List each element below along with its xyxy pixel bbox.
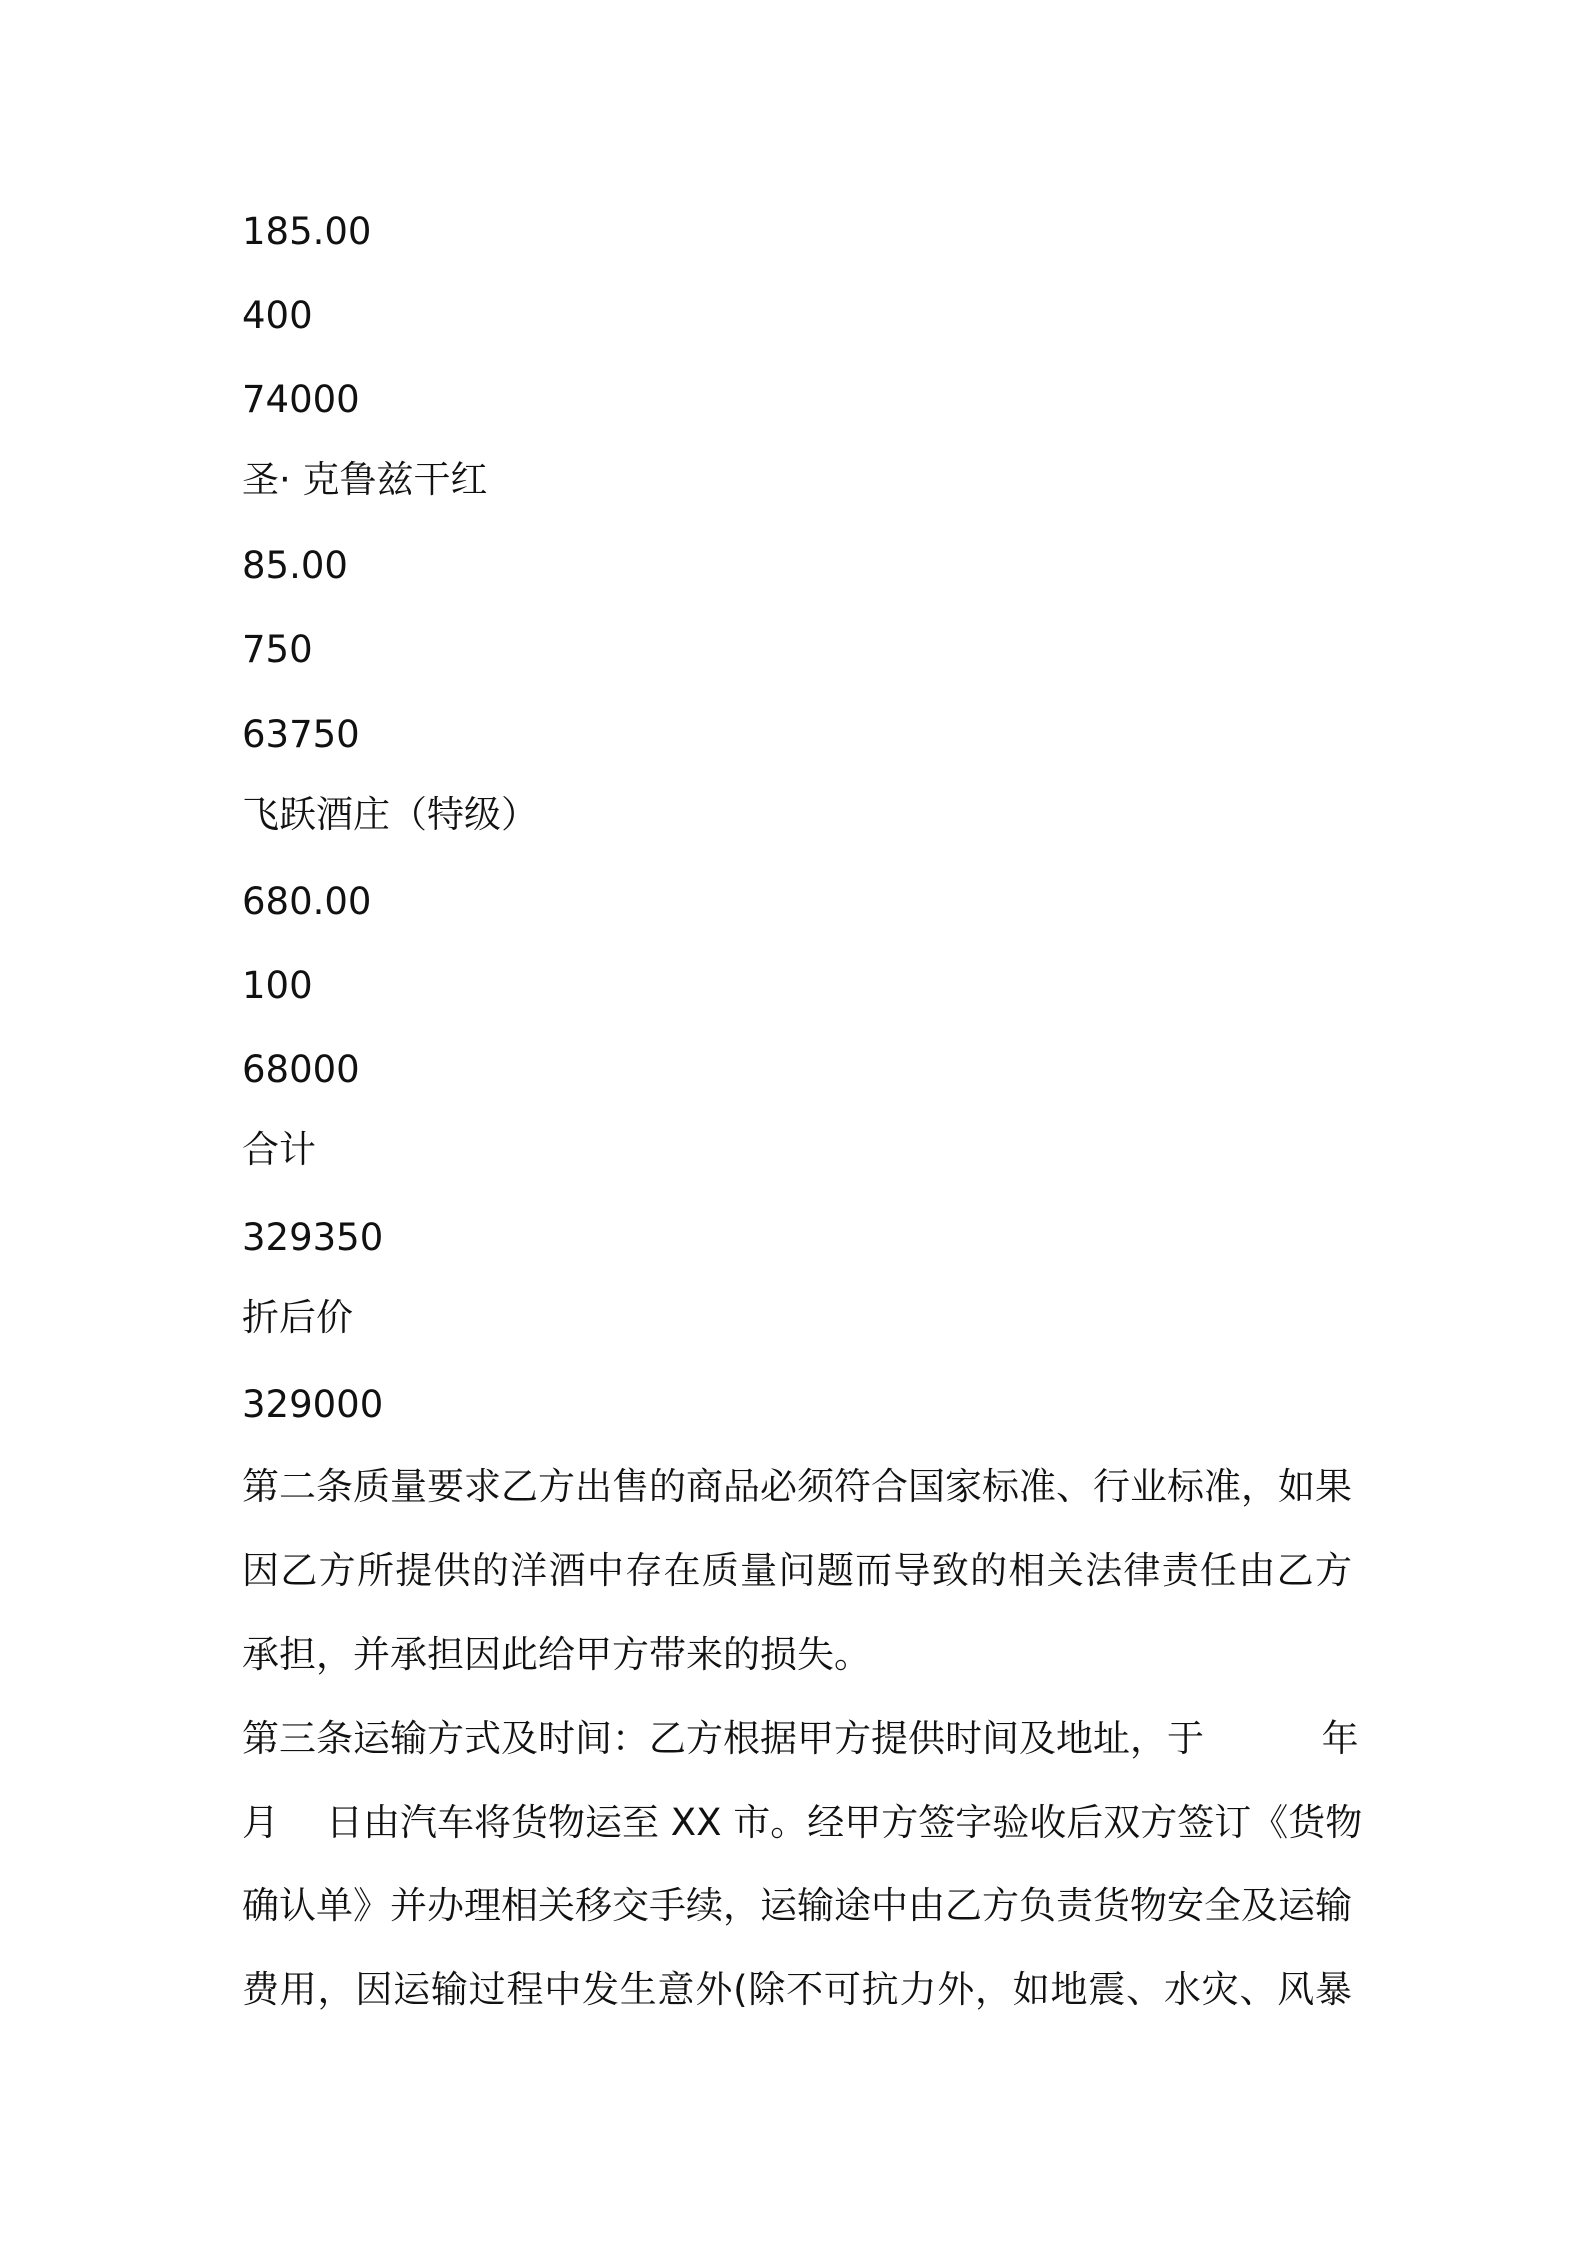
clause3-line: 第三条运输方式及时间：乙方根据甲方提供时间及地址，于 年 [242, 1717, 1359, 1760]
clause3-line: 费用，因运输过程中发生意外(除不可抗力外，如地震、水灾、风暴 [242, 1968, 1352, 2011]
total-value: 329350 [242, 1216, 384, 1259]
row3-amount: 68000 [242, 1048, 360, 1091]
row1-quantity: 400 [242, 294, 313, 337]
row1-price: 185.00 [242, 210, 372, 253]
clause2-line: 第二条质量要求乙方出售的商品必须符合国家标准、行业标准，如果 [242, 1465, 1352, 1508]
clause2-line: 因乙方所提供的洋酒中存在质量问题而导致的相关法律责任由乙方 [242, 1549, 1352, 1592]
clause3-line: 月 日由汽车将货物运至 XX 市。经甲方签字验收后双方签订《货物 [242, 1801, 1363, 1844]
row1-amount: 74000 [242, 378, 360, 421]
total-label: 合计 [242, 1128, 316, 1171]
row2-price: 85.00 [242, 544, 348, 587]
row2-quantity: 750 [242, 628, 313, 671]
clause3-line: 确认单》并办理相关移交手续，运输途中由乙方负责货物安全及运输 [242, 1884, 1352, 1927]
discount-value: 329000 [242, 1383, 384, 1426]
row3-quantity: 100 [242, 964, 313, 1007]
row3-price: 680.00 [242, 880, 372, 923]
clause2-line: 承担，并承担因此给甲方带来的损失。 [242, 1633, 871, 1676]
row2-amount: 63750 [242, 713, 360, 756]
discount-label: 折后价 [242, 1296, 353, 1339]
row2-name: 圣· 克鲁兹干红 [242, 458, 488, 501]
row3-name: 飞跃酒庄（特级） [242, 793, 538, 836]
